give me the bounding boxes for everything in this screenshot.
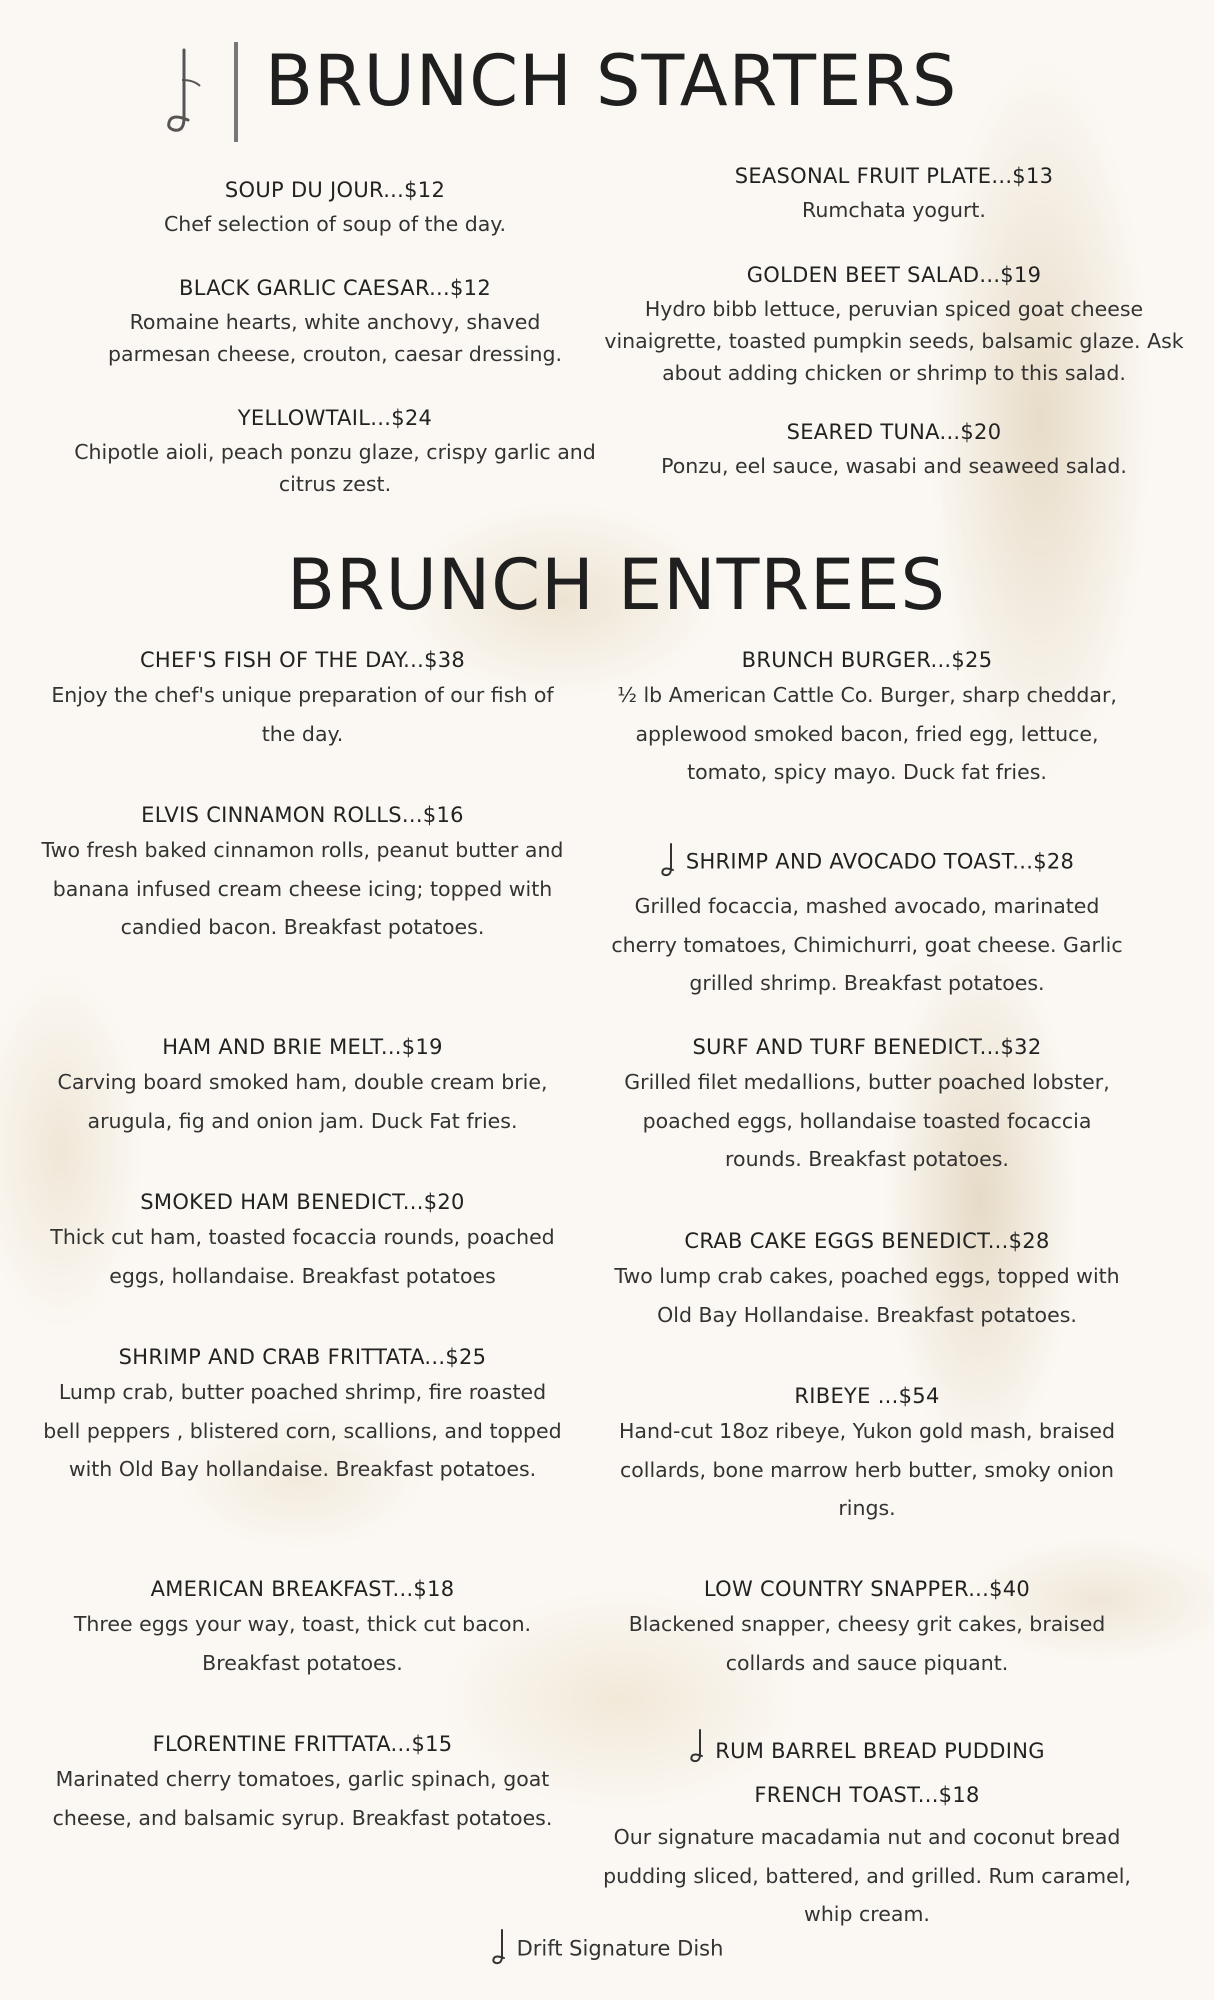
item-description: Two fresh baked cinnamon rolls, peanut butter and banana infused cream cheese icing; topped with candied bacon. Breakfast potatoes.: [41, 838, 564, 939]
item-description: Grilled filet medallions, butter poached lobster, poached eggs, hollandaise toasted focaccia rounds. Breakfast potatoes.: [624, 1070, 1110, 1171]
item-description: Chipotle aioli, peach ponzu glaze, crispy garlic and citrus zest.: [74, 440, 596, 496]
item-name: RIBEYE ...$54: [794, 1384, 940, 1408]
menu-item: [600, 263, 1188, 389]
item-description: Lump crab, butter poached shrimp, fire roasted bell peppers , blistered corn, scallions, and topped with Old Bay hollandaise. Breakfast potatoes.: [43, 1380, 562, 1481]
menu-item: [602, 842, 1132, 1003]
item-name: SMOKED HAM BENEDICT...$20: [140, 1190, 465, 1214]
item-description: Hand-cut 18oz ribeye, Yukon gold mash, braised collards, bone marrow herb butter, smoky onion rings.: [618, 1419, 1115, 1520]
item-name-row: [602, 1728, 1132, 1776]
item-name-line1: RUM BARREL BREAD PUDDING: [715, 1739, 1045, 1763]
item-description: Chef selection of soup of the day.: [163, 212, 507, 236]
item-description: Carving board smoked ham, double cream brie, arugula, fig and onion jam. Duck Fat fries.: [57, 1070, 548, 1133]
item-description: Marinated cherry tomatoes, garlic spinach, goat cheese, and balsamic syrup. Breakfast potatoes.: [52, 1767, 553, 1830]
drift-logo-icon: [160, 20, 250, 148]
entrees-title: BRUNCH ENTREES: [287, 544, 946, 626]
item-name-row: [602, 842, 1132, 883]
item-name: LOW COUNTRY SNAPPER...$40: [703, 1577, 1031, 1601]
item-name: CHEF'S FISH OF THE DAY...$38: [139, 648, 466, 672]
item-name: BLACK GARLIC CAESAR...$12: [179, 276, 491, 300]
item-name: SHRIMP AND CRAB FRITTATA...$25: [118, 1345, 487, 1369]
item-description: Grilled focaccia, mashed avocado, marinated cherry tomatoes, Chimichurri, goat cheese. Garlic grilled shrimp. Breakfast potatoes.: [611, 894, 1123, 995]
item-description: Three eggs your way, toast, thick cut bacon. Breakfast potatoes.: [73, 1612, 532, 1675]
menu-item: [600, 420, 1188, 482]
menu-item: [40, 1577, 565, 1682]
item-description: Ponzu, eel sauce, wasabi and seaweed salad.: [661, 454, 1127, 478]
item-name: YELLOWTAIL...$24: [237, 406, 433, 430]
menu-item: [600, 164, 1188, 226]
menu-item: [80, 276, 590, 370]
item-name: SOUP DU JOUR...$12: [224, 178, 446, 202]
item-name: SEARED TUNA...$20: [786, 420, 1002, 444]
menu-item: [602, 1229, 1132, 1334]
item-name: HAM AND BRIE MELT...$19: [162, 1035, 443, 1059]
drift-signature-icon: [660, 842, 680, 883]
signature-legend: [0, 1928, 1214, 1971]
menu-item: [40, 1732, 565, 1837]
item-description: Enjoy the chef's unique preparation of our fish of the day.: [51, 683, 554, 746]
menu-item: [602, 1577, 1132, 1682]
item-name: SEASONAL FRUIT PLATE...$13: [734, 164, 1054, 188]
menu-item: [40, 1035, 565, 1140]
legend-text: Drift Signature Dish: [516, 1936, 724, 1961]
menu-item: [602, 648, 1132, 792]
item-name-line2: FRENCH TOAST...$18: [754, 1783, 980, 1807]
item-description: Hydro bibb lettuce, peruvian spiced goat cheese vinaigrette, toasted pumpkin seeds, balsamic glaze. Ask about adding chicken or shrimp to this salad.: [604, 297, 1184, 385]
item-description: Thick cut ham, toasted focaccia rounds, poached eggs, hollandaise. Breakfast potatoes: [50, 1225, 555, 1288]
menu-item: [50, 178, 620, 240]
drift-signature-icon: [491, 1928, 511, 1971]
item-description: Romaine hearts, white anchovy, shaved parmesan cheese, crouton, caesar dressing.: [108, 310, 562, 366]
item-name: SHRIMP AND AVOCADO TOAST...$28: [685, 849, 1075, 874]
item-description: Rumchata yogurt.: [802, 198, 986, 222]
menu-item: [602, 1035, 1132, 1179]
item-name: ELVIS CINNAMON ROLLS...$16: [141, 803, 464, 827]
menu-item: [602, 1384, 1132, 1528]
item-name: AMERICAN BREAKFAST...$18: [150, 1577, 455, 1601]
item-name: CRAB CAKE EGGS BENEDICT...$28: [684, 1229, 1050, 1253]
item-description: Two lump crab cakes, poached eggs, topped with Old Bay Hollandaise. Breakfast potatoes.: [614, 1264, 1120, 1327]
item-name: BRUNCH BURGER...$25: [741, 648, 993, 672]
menu-item: [40, 1190, 565, 1295]
menu-item: [40, 648, 565, 753]
starters-title: BRUNCH STARTERS: [265, 40, 958, 122]
item-description: ½ lb American Cattle Co. Burger, sharp cheddar, applewood smoked bacon, fried egg, lettuce, tomato, spicy mayo. Duck fat fries.: [617, 683, 1117, 784]
menu-item: [40, 1345, 565, 1489]
menu-item: [40, 803, 565, 947]
menu-item: [52, 406, 618, 500]
item-name: GOLDEN BEET SALAD...$19: [746, 263, 1042, 287]
menu-item: [602, 1728, 1132, 1934]
item-name: FLORENTINE FRITTATA...$15: [152, 1732, 453, 1756]
item-description: Our signature macadamia nut and coconut bread pudding sliced, battered, and grilled. Rum caramel, whip cream.: [603, 1825, 1131, 1926]
item-description: Blackened snapper, cheesy grit cakes, braised collards and sauce piquant.: [628, 1612, 1106, 1675]
item-name: SURF AND TURF BENEDICT...$32: [692, 1035, 1042, 1059]
drift-signature-icon: [689, 1728, 709, 1776]
